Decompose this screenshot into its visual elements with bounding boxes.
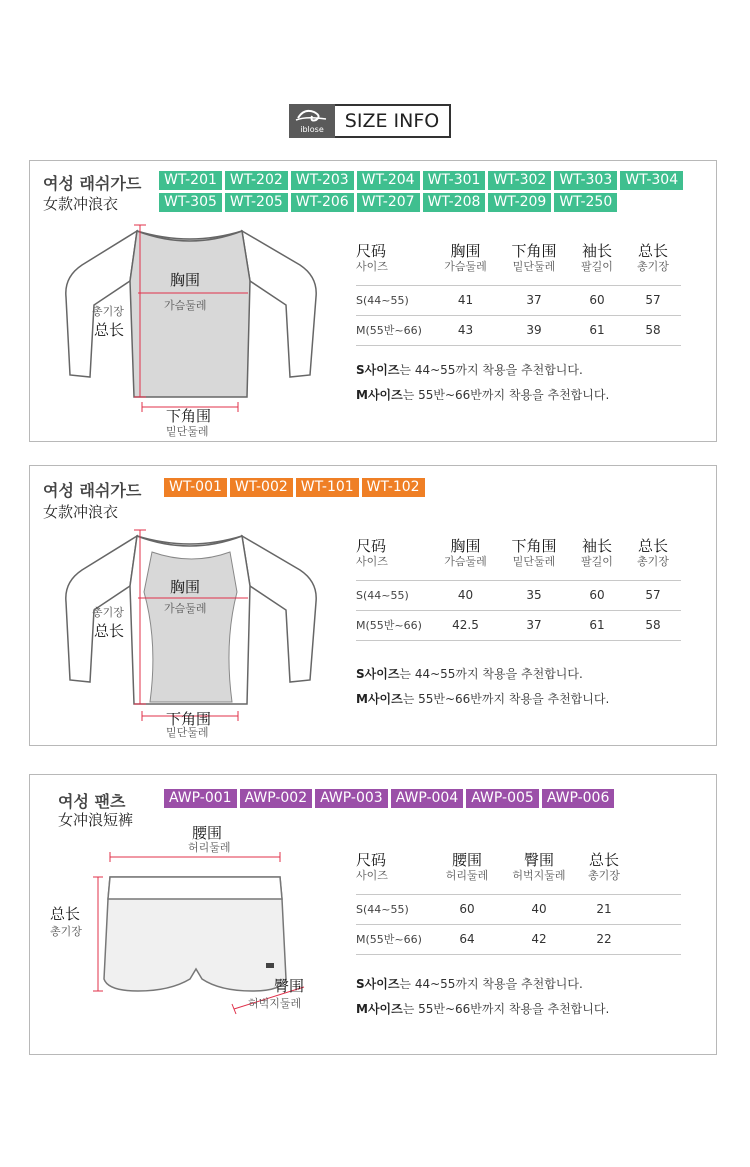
model-tag: WT-202 bbox=[225, 171, 288, 190]
section-pants bbox=[29, 774, 717, 1055]
size-table bbox=[356, 852, 681, 955]
hip-label-cn: 臀围 bbox=[274, 977, 305, 995]
table-row: S(44~55) 40 35 60 57 bbox=[356, 580, 681, 610]
length-label-cn: 总长 bbox=[94, 321, 125, 339]
size-note: S사이즈는 44~55까지 착용을 추천합니다. bbox=[356, 363, 583, 377]
pants-diagram bbox=[42, 819, 342, 1051]
page-title: SIZE INFO bbox=[335, 104, 451, 138]
size-note: S사이즈는 44~55까지 착용을 추천합니다. bbox=[356, 977, 583, 991]
model-tag: WT-201 bbox=[159, 171, 222, 190]
model-tag: WT-101 bbox=[296, 478, 359, 497]
length-label-ko: 총기장 bbox=[92, 606, 124, 619]
section-rashguard-contour bbox=[29, 465, 717, 746]
waist-label-cn: 腰围 bbox=[192, 824, 223, 842]
hem-label-ko: 밑단둘레 bbox=[166, 425, 209, 438]
length-label-ko: 총기장 bbox=[92, 305, 124, 318]
header-sleeve: 袖长 팔길이 bbox=[569, 538, 625, 580]
model-tag: WT-203 bbox=[291, 171, 354, 190]
length-label-ko: 총기장 bbox=[50, 925, 82, 938]
model-tag: WT-304 bbox=[620, 171, 683, 190]
hem-label-cn: 下角围 bbox=[166, 407, 212, 425]
model-tag: AWP-005 bbox=[466, 789, 539, 808]
chest-label-cn: 胸围 bbox=[170, 578, 201, 596]
table-row: M(55반~66) 42.5 37 61 58 bbox=[356, 610, 681, 640]
model-tags bbox=[164, 789, 664, 808]
rashguard-diagram bbox=[42, 522, 342, 744]
model-tag: WT-302 bbox=[488, 171, 551, 190]
header-sleeve: 袖长 팔길이 bbox=[569, 243, 625, 285]
model-tag: WT-102 bbox=[362, 478, 425, 497]
rashguard-diagram bbox=[42, 217, 342, 439]
waist-label-ko: 허리둘레 bbox=[188, 841, 231, 854]
hip-label-ko: 허벅지둘레 bbox=[248, 997, 302, 1010]
header-hem: 下角围 밑단둘레 bbox=[499, 538, 569, 580]
model-tag: WT-207 bbox=[357, 193, 420, 212]
header-hip: 臀围 허벅지둘레 bbox=[502, 852, 576, 894]
header-waist: 腰围 허리둘레 bbox=[432, 852, 502, 894]
size-table bbox=[356, 538, 681, 641]
header-size: 尺码 사이즈 bbox=[356, 243, 432, 285]
section-title-cn: 女款冲浪衣 bbox=[43, 195, 119, 213]
model-tag: WT-250 bbox=[554, 193, 617, 212]
model-tag: WT-208 bbox=[423, 193, 486, 212]
section-rashguard-long bbox=[29, 160, 717, 442]
model-tag: WT-303 bbox=[554, 171, 617, 190]
header-length: 总长 총기장 bbox=[625, 243, 681, 285]
hem-label-cn: 下角围 bbox=[166, 710, 212, 728]
model-tag: WT-209 bbox=[488, 193, 551, 212]
model-tag: WT-206 bbox=[291, 193, 354, 212]
table-row: M(55반~66) 43 39 61 58 bbox=[356, 315, 681, 345]
section-title-ko: 여성 래쉬가드 bbox=[43, 481, 142, 500]
hem-label-ko: 밑단둘레 bbox=[166, 726, 209, 739]
section-title-cn: 女款冲浪衣 bbox=[43, 503, 119, 521]
header-chest: 胸围 가슴둘레 bbox=[432, 243, 499, 285]
header-size: 尺码 사이즈 bbox=[356, 538, 432, 580]
table-row: M(55반~66) 64 42 22 bbox=[356, 924, 681, 954]
model-tag: AWP-003 bbox=[315, 789, 388, 808]
length-label-cn: 总长 bbox=[94, 622, 125, 640]
model-tag: AWP-006 bbox=[542, 789, 615, 808]
header-chest: 胸围 가슴둘레 bbox=[432, 538, 499, 580]
size-note: S사이즈는 44~55까지 착용을 추천합니다. bbox=[356, 667, 583, 681]
header-hem: 下角围 밑단둘레 bbox=[499, 243, 569, 285]
size-note: M사이즈는 55반~66반까지 착용을 추천합니다. bbox=[356, 1002, 610, 1016]
header-length: 总长 총기장 bbox=[576, 852, 632, 894]
model-tag: WT-001 bbox=[164, 478, 227, 497]
chest-label-ko: 가슴둘레 bbox=[164, 602, 207, 615]
header-size: 尺码 사이즈 bbox=[356, 852, 432, 894]
length-label-cn: 总长 bbox=[50, 905, 81, 923]
table-row: S(44~55) 41 37 60 57 bbox=[356, 285, 681, 315]
model-tag: WT-204 bbox=[357, 171, 420, 190]
model-tag: WT-305 bbox=[159, 193, 222, 212]
size-note: M사이즈는 55반~66반까지 착용을 추천합니다. bbox=[356, 692, 610, 706]
size-info-header bbox=[289, 104, 451, 138]
size-note: M사이즈는 55반~66반까지 착용을 추천합니다. bbox=[356, 388, 610, 402]
section-title-ko: 여성 래쉬가드 bbox=[43, 174, 142, 193]
model-tag: WT-205 bbox=[225, 193, 288, 212]
brand-logo bbox=[289, 104, 335, 138]
table-row: S(44~55) 60 40 21 bbox=[356, 894, 681, 924]
model-tag: AWP-004 bbox=[391, 789, 464, 808]
model-tags bbox=[159, 171, 719, 212]
model-tags bbox=[164, 478, 664, 497]
model-tag: AWP-001 bbox=[164, 789, 237, 808]
size-table bbox=[356, 243, 681, 346]
chest-label-cn: 胸围 bbox=[170, 271, 201, 289]
model-tag: AWP-002 bbox=[240, 789, 313, 808]
model-tag: WT-301 bbox=[423, 171, 486, 190]
section-title-ko: 여성 팬츠 bbox=[58, 792, 126, 811]
svg-text:iblose: iblose bbox=[300, 125, 324, 134]
model-tag: WT-002 bbox=[230, 478, 293, 497]
chest-label-ko: 가슴둘레 bbox=[164, 299, 207, 312]
section-title-cn: 女冲浪短裤 bbox=[58, 811, 134, 829]
header-length: 总长 총기장 bbox=[625, 538, 681, 580]
